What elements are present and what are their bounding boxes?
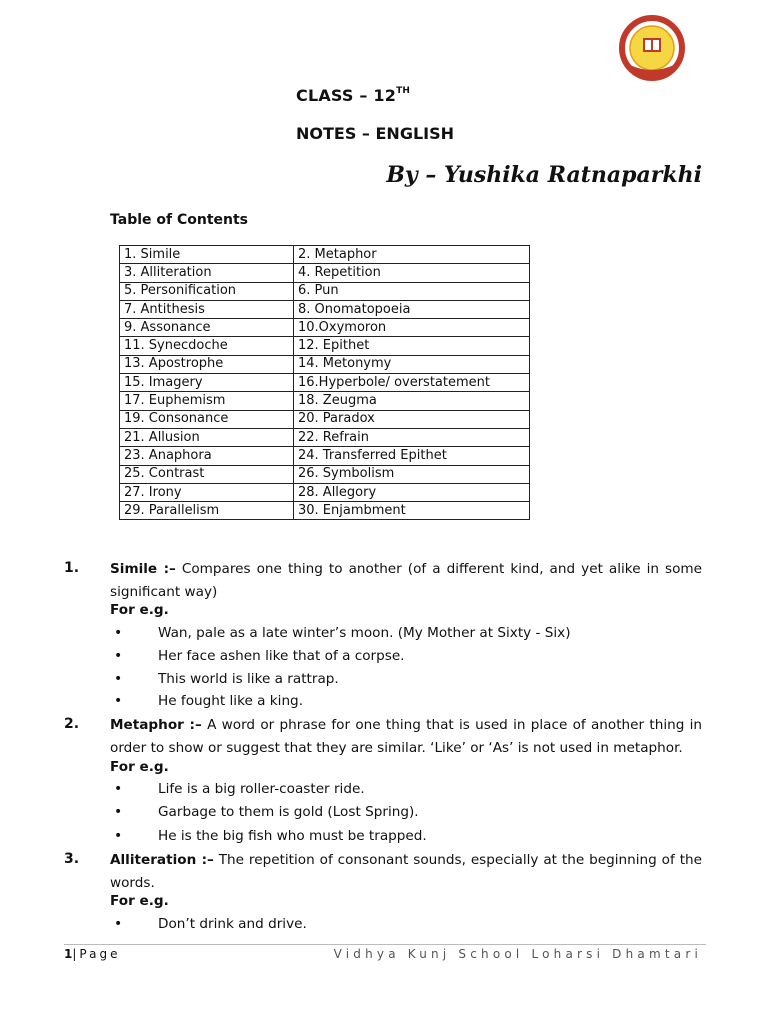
example-label: For e.g. — [110, 759, 169, 775]
toc-cell: 27. Irony — [120, 483, 294, 501]
toc-cell: 25. Contrast — [120, 465, 294, 483]
toc-cell: 18. Zeugma — [294, 392, 530, 410]
toc-row — [120, 447, 530, 465]
toc-cell: 16.Hyperbole/ overstatement — [294, 374, 530, 392]
footer-divider — [64, 944, 706, 945]
toc-row — [120, 319, 530, 337]
section-number: 3. — [64, 851, 80, 867]
toc-cell: 1. Simile — [120, 246, 294, 264]
toc-cell: 8. Onomatopoeia — [294, 300, 530, 318]
example-bullet: • Garbage to them is gold (Lost Spring). — [158, 804, 419, 820]
toc-cell: 20. Paradox — [294, 410, 530, 428]
toc-cell: 19. Consonance — [120, 410, 294, 428]
toc-cell: 4. Repetition — [294, 264, 530, 282]
section-definition — [110, 558, 702, 603]
toc-row — [120, 246, 530, 264]
section-definition — [110, 714, 702, 759]
toc-row — [120, 355, 530, 373]
toc-cell: 30. Enjambment — [294, 502, 530, 520]
toc-cell: 15. Imagery — [120, 374, 294, 392]
toc-cell: 24. Transferred Epithet — [294, 447, 530, 465]
toc-cell: 26. Symbolism — [294, 465, 530, 483]
toc-row — [120, 502, 530, 520]
section-term: Simile :– — [110, 561, 176, 577]
example-bullet: • Life is a big roller-coaster ride. — [158, 781, 365, 797]
toc-cell: 23. Anaphora — [120, 447, 294, 465]
toc-cell: 9. Assonance — [120, 319, 294, 337]
toc-row — [120, 483, 530, 501]
example-bullet: • He fought like a king. — [158, 693, 303, 709]
section-term: Metaphor :– — [110, 717, 202, 733]
notes-title: NOTES – ENGLISH — [296, 124, 455, 143]
example-bullet: • This world is like a rattrap. — [158, 671, 339, 687]
toc-row — [120, 465, 530, 483]
toc-cell: 7. Antithesis — [120, 300, 294, 318]
class-title: CLASS – 12TH — [296, 85, 411, 105]
author-line: By – Yushika Ratnaparkhi — [386, 162, 702, 188]
toc-row — [120, 392, 530, 410]
example-bullet: • He is the big fish who must be trapped. — [158, 828, 427, 844]
example-bullet: • Don’t drink and drive. — [158, 916, 307, 932]
section-definition-text: A word or phrase for one thing that is used in place of another thing in order to show or suggest that they are similar. ‘Like’ or ‘As’ is not used in metaphor. — [110, 717, 703, 756]
toc-cell: 13. Apostrophe — [120, 355, 294, 373]
toc-cell: 12. Epithet — [294, 337, 530, 355]
toc-cell: 14. Metonymy — [294, 355, 530, 373]
toc-heading: Table of Contents — [110, 212, 249, 228]
example-bullet: • Her face ashen like that of a corpse. — [158, 648, 405, 664]
section-number: 2. — [64, 716, 80, 732]
toc-cell: 6. Pun — [294, 282, 530, 300]
toc-cell: 22. Refrain — [294, 428, 530, 446]
section-number: 1. — [64, 560, 80, 576]
example-bullet: • Wan, pale as a late winter’s moon. (My Mother at Sixty - Six) — [158, 625, 571, 641]
toc-cell: 10.Oxymoron — [294, 319, 530, 337]
toc-cell: 5. Personification — [120, 282, 294, 300]
toc-row — [120, 374, 530, 392]
toc-row — [120, 300, 530, 318]
section-definition-text: The repetition of consonant sounds, especially at the beginning of the words. — [110, 852, 703, 891]
toc-cell: 11. Synecdoche — [120, 337, 294, 355]
example-label: For e.g. — [110, 893, 169, 909]
toc-table — [119, 245, 530, 520]
section-definition-text: Compares one thing to another (of a different kind, and yet alike in some significant way) — [110, 561, 702, 600]
toc-cell: 29. Parallelism — [120, 502, 294, 520]
footer-school-name: Vidhya Kunj School Loharsi Dhamtari — [333, 947, 702, 961]
toc-cell: 28. Allegory — [294, 483, 530, 501]
toc-row — [120, 282, 530, 300]
school-emblem-icon — [616, 14, 688, 86]
toc-cell: 17. Euphemism — [120, 392, 294, 410]
toc-cell: 3. Alliteration — [120, 264, 294, 282]
toc-row — [120, 428, 530, 446]
section-term: Alliteration :– — [110, 852, 214, 868]
toc-cell: 21. Allusion — [120, 428, 294, 446]
toc-row — [120, 337, 530, 355]
section-definition — [110, 849, 702, 894]
example-label: For e.g. — [110, 602, 169, 618]
toc-row — [120, 264, 530, 282]
toc-row — [120, 410, 530, 428]
page-number: 1|Page — [64, 947, 121, 961]
toc-cell: 2. Metaphor — [294, 246, 530, 264]
